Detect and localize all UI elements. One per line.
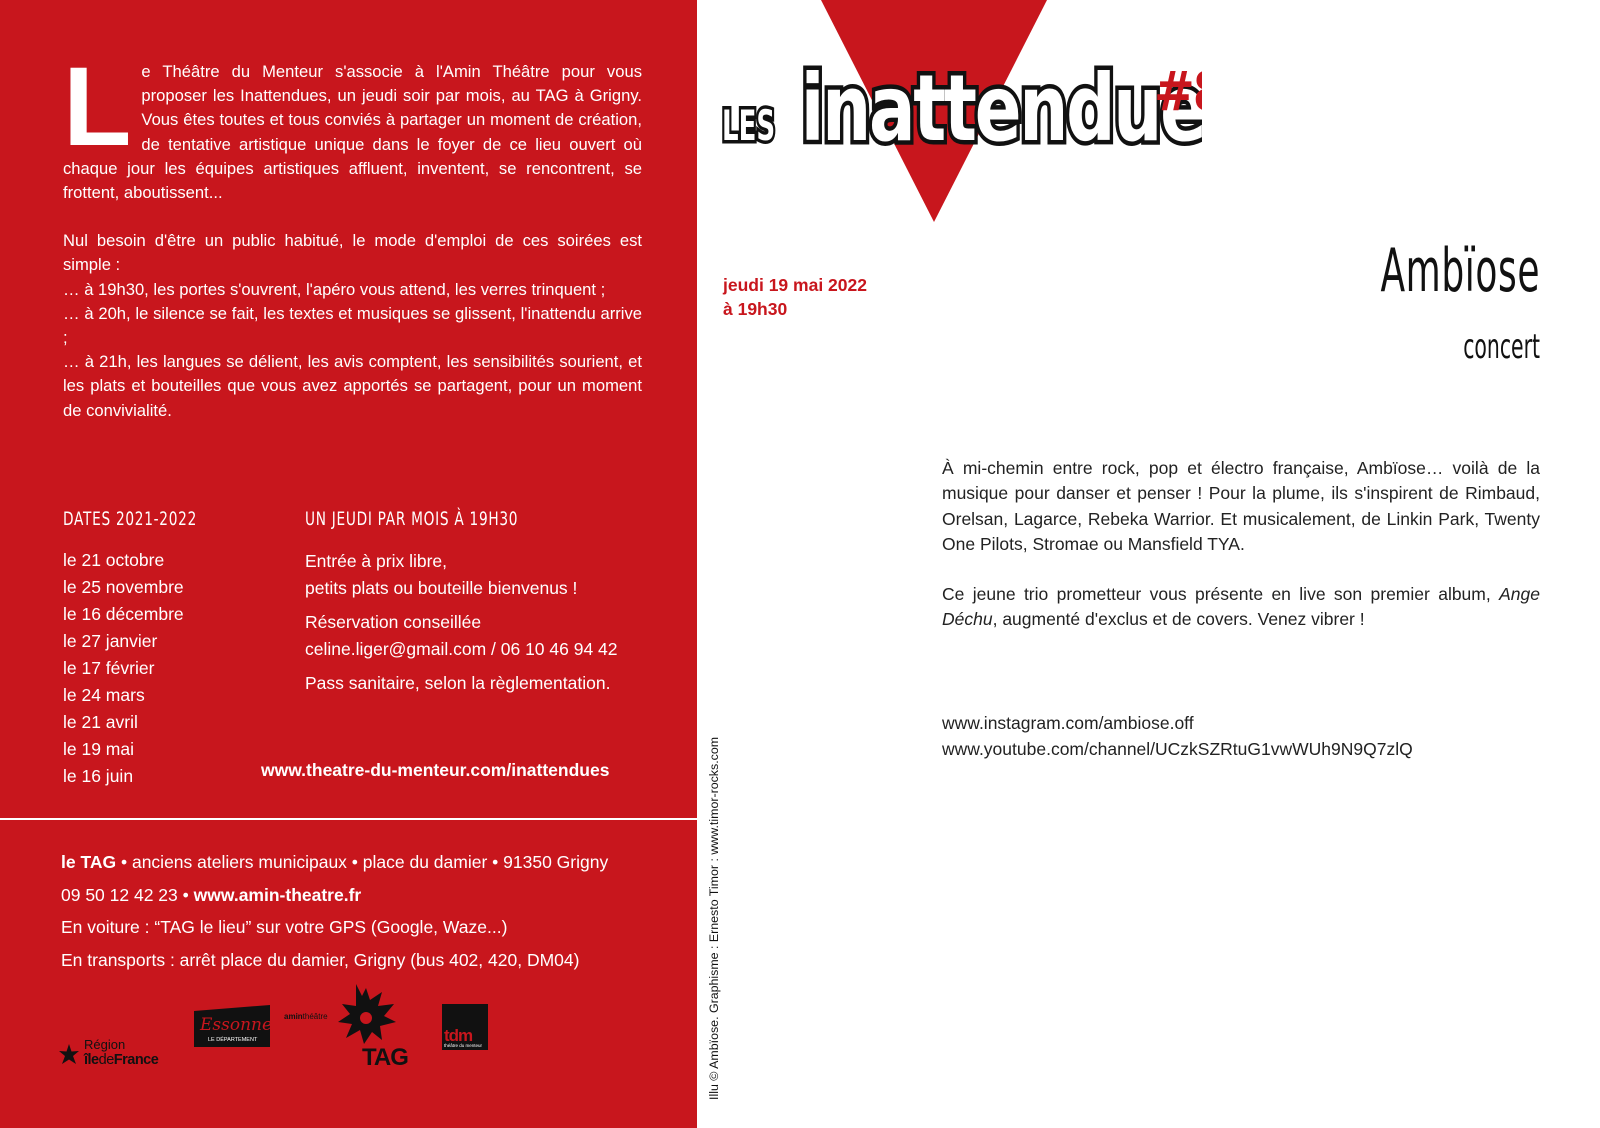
intro-paragraph-2: Nul besoin d'être un public habitué, le mode d'emploi de ces soirées est simple : bbox=[63, 231, 642, 275]
amin-wordmark: amin bbox=[284, 1012, 303, 1021]
info-contact[interactable]: celine.liger@gmail.com / 06 10 46 94 42 bbox=[305, 639, 618, 659]
venue-car: En voiture : “TAG le lieu” sur votre GPS (Google, Waze...) bbox=[61, 917, 508, 937]
intro-paragraph-4: … à 20h, le silence se fait, les textes et musiques se glissent, l'inattendu arrive ; bbox=[63, 303, 642, 348]
info-pass: Pass sanitaire, selon la règlementation. bbox=[305, 673, 611, 693]
date-item: le 19 mai bbox=[63, 739, 135, 759]
tdm-sub: théâtre du menteur bbox=[444, 1043, 483, 1048]
artist-name: Ambïose bbox=[1380, 236, 1540, 306]
date-item: le 16 juin bbox=[63, 766, 134, 786]
date-item: le 27 janvier bbox=[63, 631, 158, 651]
date-item: le 25 novembre bbox=[63, 577, 184, 597]
star-icon bbox=[58, 1044, 80, 1066]
date-item: le 24 mars bbox=[63, 685, 145, 705]
info-heading: UN JEUDI PAR MOIS À 19H30 bbox=[305, 508, 519, 530]
title-logo bbox=[722, 40, 1202, 150]
dropcap: L bbox=[63, 44, 130, 169]
essonne-logo bbox=[194, 1005, 273, 1047]
title-les: LES bbox=[722, 102, 776, 150]
dates-heading: DATES 2021-2022 bbox=[63, 508, 197, 530]
intro-paragraph-5: … à 21h, les langues se délient, les avis comptent, les sensibilités sourient, et les plats et bouteilles que vous avez apportés se partagent, pour un moment de convivialité. bbox=[63, 352, 642, 420]
description-p2-end: , augmenté d'exclus et de covers. Venez vibrer ! bbox=[992, 609, 1365, 630]
info-reservation-label: Réservation conseillée bbox=[305, 612, 482, 632]
description-p2-start: Ce jeune trio prometteur vous présente en live son premier album, bbox=[942, 583, 1500, 604]
event-description bbox=[942, 456, 1540, 632]
region-de: de bbox=[98, 1052, 114, 1068]
venue-name: le TAG bbox=[61, 852, 117, 872]
info-food: petits plats ou bouteille bienvenus ! bbox=[305, 578, 578, 598]
intro-paragraph-3: … à 19h30, les portes s'ouvrent, l'apéro vous attend, les verres trinquent ; bbox=[63, 279, 606, 299]
region-line-1: Région bbox=[84, 1037, 126, 1052]
theatre-website-link[interactable]: www.theatre-du-menteur.com/inattendues bbox=[261, 760, 610, 780]
description-paragraph-2 bbox=[942, 582, 1540, 633]
essonne-wordmark: Essonne bbox=[200, 1015, 273, 1035]
tdm-logo bbox=[442, 1004, 492, 1054]
description-paragraph-1: À mi-chemin entre rock, pop et électro française, Ambïose… voilà de la musique pour danser et penser ! Pour la plume, ils s'inspirent de Rimbaud, Orelsan, Lagarce, Rebeka Warrior. Et musicalement, de Linkin Park, Twenty One Pilots, Stromae ou Mansfield TYA. bbox=[942, 458, 1540, 555]
artist-links bbox=[942, 710, 1413, 762]
album-title: Ange Déchu bbox=[942, 583, 1540, 630]
credit-vertical: Illu © Ambïose. Graphisme : Ernesto Timor : www.timor-rocks.com bbox=[707, 736, 721, 1100]
venue-website-link[interactable]: www.amin-theatre.fr bbox=[193, 884, 362, 905]
dates-list bbox=[63, 547, 184, 790]
date-item: le 21 octobre bbox=[63, 550, 165, 570]
intro-paragraph-1: e Théâtre du Menteur s'associe à l'Amin Théâtre pour vous proposer les Inattendues, un jeudi soir par mois, au TAG à Grigny. Vous êtes toutes et tous conviés à partager un moment de création, de tentative artistique unique dans le foyer de ce lieu ouvert où chaque jour les équipes artistiques affluent, inventent, se rencontrent, se frottent, aboutissent... bbox=[63, 62, 642, 203]
event-date-time: à 19h30 bbox=[723, 299, 788, 319]
partner-logos bbox=[58, 1000, 498, 1100]
title-graphic bbox=[722, 40, 1202, 150]
venue-phone: 09 50 12 42 23 • bbox=[61, 884, 194, 905]
essonne-sub: LE DÉPARTEMENT bbox=[208, 1037, 258, 1043]
event-date-day: jeudi 19 mai 2022 bbox=[723, 275, 867, 295]
instagram-link[interactable]: www.instagram.com/ambiose.off bbox=[942, 713, 1194, 733]
date-item: le 16 décembre bbox=[63, 604, 184, 624]
amin-theatre-wordmark: théâtre bbox=[302, 1012, 328, 1021]
tag-wordmark: TAG bbox=[362, 1044, 408, 1071]
event-date bbox=[723, 273, 867, 321]
venue-transport: En transports : arrêt place du damier, Grigny (bus 402, 420, DM04) bbox=[61, 949, 580, 970]
tdm-wordmark: tdm bbox=[444, 1026, 473, 1045]
divider bbox=[0, 818, 697, 820]
title-inattendues: inattendues bbox=[800, 56, 1202, 150]
date-item: le 17 février bbox=[63, 658, 155, 678]
region-france: France bbox=[113, 1052, 159, 1068]
info-block bbox=[305, 548, 665, 697]
venue-address: • anciens ateliers municipaux • place du damier • 91350 Grigny bbox=[116, 852, 609, 872]
venue-info bbox=[61, 846, 608, 976]
title-number: # bbox=[1154, 60, 1193, 123]
youtube-link[interactable]: www.youtube.com/channel/UCzkSZRtuG1vwWUh9N9Q7zlQ bbox=[942, 739, 1413, 759]
event-genre: concert bbox=[1463, 327, 1540, 367]
amin-tag-logo bbox=[284, 1000, 414, 1100]
date-item: le 21 avril bbox=[63, 712, 138, 732]
region-idf-logo bbox=[58, 1030, 178, 1070]
region-ile: île bbox=[84, 1052, 99, 1068]
info-price: Entrée à prix libre, bbox=[305, 551, 448, 571]
